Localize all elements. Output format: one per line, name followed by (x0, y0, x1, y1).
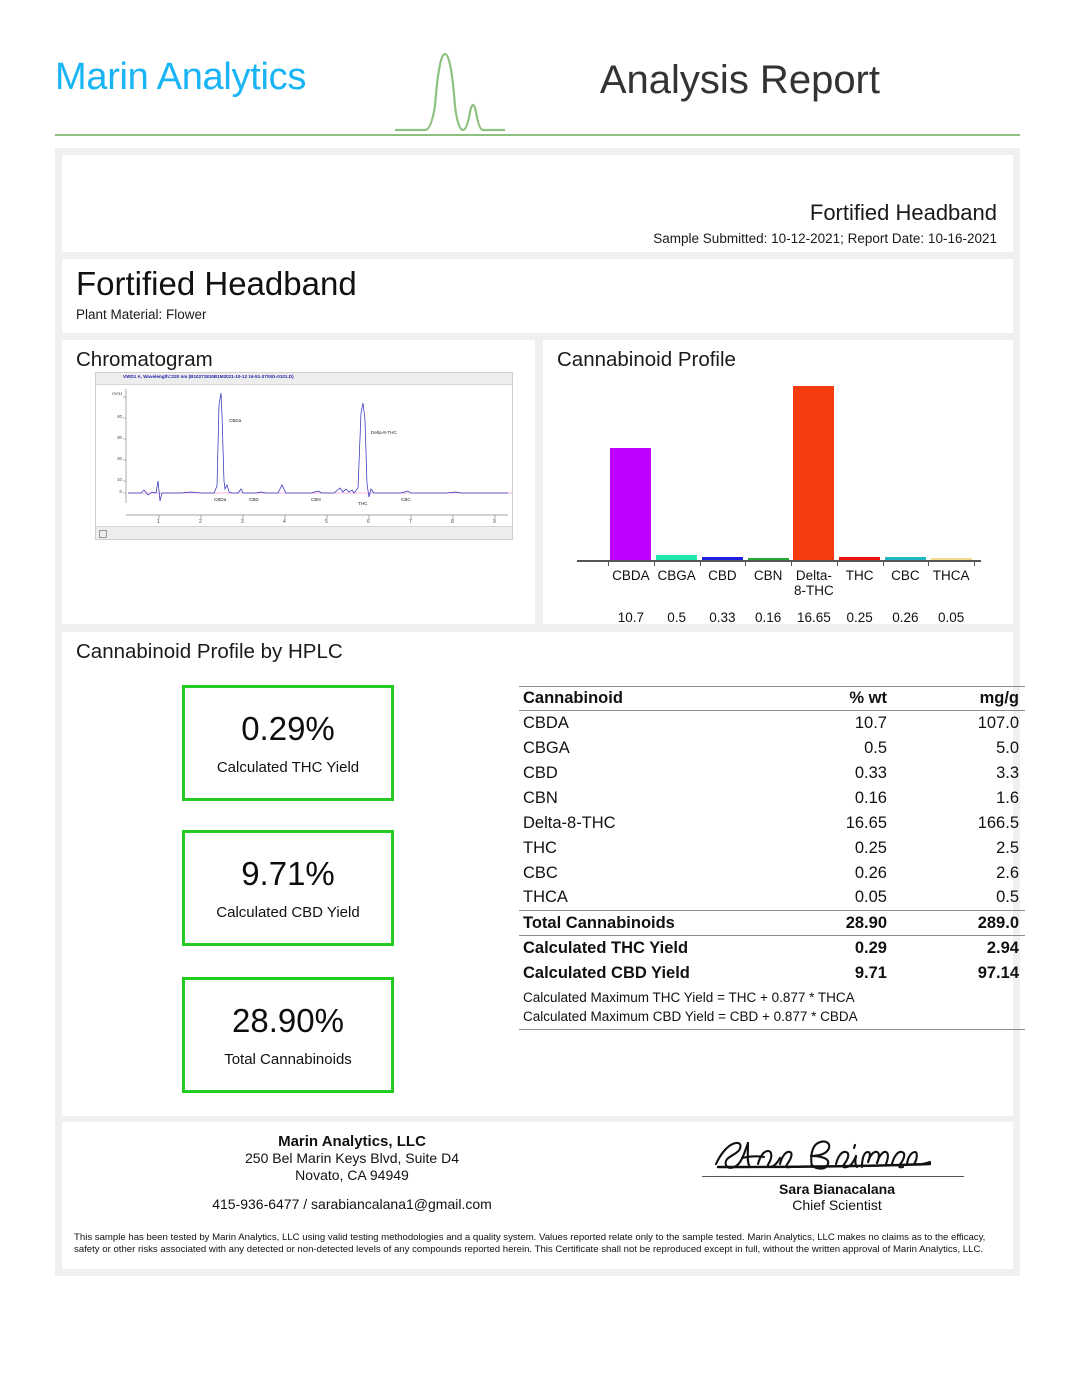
product-name: Fortified Headband (76, 265, 357, 302)
bar-chart-ticks (608, 562, 974, 566)
table-note-row (519, 1005, 1025, 1030)
cell-pct-wt: 10.7 (854, 713, 887, 732)
cell-cannabinoid: Calculated CBD Yield (523, 963, 690, 982)
axis-tick (883, 562, 884, 566)
bar-chart-category-labels (608, 568, 974, 598)
cell-cannabinoid: CBD (523, 763, 558, 782)
cell-pct-wt: 0.33 (854, 763, 887, 782)
footer-address-line-2: Novato, CA 94949 (295, 1167, 409, 1183)
bar-category-label: CBN (753, 568, 783, 583)
cell-mg-g: 2.6 (996, 863, 1019, 882)
cell-pct-wt: 16.65 (845, 813, 887, 832)
axis-tick (700, 562, 701, 566)
bar-slot (700, 378, 746, 560)
bar-category-label: Delta- 8-THC (794, 568, 834, 598)
cell-pct-wt: 0.05 (854, 888, 887, 907)
table-row (519, 711, 1025, 736)
column-header-pct-wt: % wt (849, 689, 887, 707)
cell-pct-wt: 0.16 (854, 788, 887, 807)
cell-mg-g: 3.3 (996, 763, 1019, 782)
footer-contact: 415-936-6477 / sarabiancalana1@gmail.com (212, 1196, 492, 1212)
cell-pct-wt: 0.29 (854, 938, 887, 957)
kpi-thc-yield (182, 685, 394, 801)
chromatogram-image-statusbar (96, 526, 512, 539)
cell-pct-wt: 0.25 (854, 838, 887, 857)
chromatogram-peak-icon (395, 46, 505, 134)
kpi-thc-yield-label: Calculated THC Yield (216, 759, 360, 776)
bar-value-label: 0.05 (937, 610, 965, 625)
cell-mg-g: 5.0 (996, 738, 1019, 757)
cell-cannabinoid: CBC (523, 863, 558, 882)
footer-company-name: Marin Analytics, LLC (278, 1133, 426, 1150)
table-row-yield (519, 961, 1025, 986)
cell-mg-g: 2.94 (986, 938, 1019, 957)
cell-cannabinoid: THCA (523, 888, 568, 907)
cell-cannabinoid: CBN (523, 788, 558, 807)
cell-cannabinoid: CBGA (523, 738, 570, 757)
bar-value-label: 0.26 (892, 610, 919, 625)
signatory-role: Chief Scientist (792, 1197, 882, 1213)
bar-category-label: THCA (932, 568, 970, 583)
chromatogram-plot: mAU 40 30 20 10 0 1 2 3 4 5 6 7 8 9 CBDa Delta-8-THC CBDa CBD CBN THC CBC (96, 385, 512, 527)
chromatogram-image-title: VWD1 A, Wavelength=220 nm (B10271810B1M2021-10-12 16-51-37\001-0101.D) (123, 374, 294, 379)
bar-value-label: 0.25 (846, 610, 873, 625)
company-address-block (142, 1133, 562, 1212)
bar-slot (745, 378, 791, 560)
cell-cannabinoid: Total Cannabinoids (523, 913, 675, 932)
cell-mg-g: 0.5 (996, 888, 1019, 907)
kpi-total-cannabinoids-label: Total Cannabinoids (224, 1051, 352, 1068)
sample-header-panel (62, 155, 1013, 252)
bar-category-label: CBDA (612, 568, 650, 583)
sample-dates: Sample Submitted: 10-12-2021; Report Date: 10-16-2021 (653, 231, 997, 246)
cell-mg-g: 1.6 (996, 788, 1019, 807)
report-header (55, 48, 1020, 136)
product-title-panel (62, 259, 1013, 333)
hplc-panel (62, 632, 1019, 1116)
bar-slot (608, 378, 654, 560)
axis-tick (608, 562, 609, 566)
cell-cannabinoid: Delta-8-THC (523, 813, 616, 832)
bar-chart-bars (608, 378, 974, 560)
cell-pct-wt: 0.26 (854, 863, 887, 882)
table-row (519, 786, 1025, 811)
axis-tick (745, 562, 746, 566)
bar-category-label: CBC (891, 568, 920, 583)
cell-mg-g: 2.5 (996, 838, 1019, 857)
hplc-heading: Cannabinoid Profile by HPLC (76, 640, 343, 663)
table-row (519, 886, 1025, 911)
axis-tick (791, 562, 792, 566)
signatory-name: Sara Bianacalana (779, 1181, 895, 1197)
table-row (519, 761, 1025, 786)
bar-delta8thc (793, 386, 834, 560)
bar-slot (791, 378, 837, 560)
table-row-total (519, 911, 1025, 936)
table-note: Calculated Maximum THC Yield = THC + 0.877 * THCA (523, 989, 855, 1005)
cell-pct-wt: 9.71 (854, 963, 887, 982)
column-header-cannabinoid: Cannabinoid (523, 689, 623, 707)
bar-slot (654, 378, 700, 560)
disclaimer-text: This sample has been tested by Marin Analytics, LLC using valid testing methodologies and a quality system. Values reported relate only to the sample tested. Marin Analytics, LLC makes no claims as to the efficacy, safety or other risks associated with any detected or non-detected levels of any compounds reported herein. This Certificate shall not be reproduced except in full, without the written approval of Marin Analytics, LLC. (74, 1232, 986, 1255)
footer-address-line-1: 250 Bel Marin Keys Blvd, Suite D4 (245, 1150, 459, 1166)
bar-chart-value-labels (608, 610, 974, 625)
chromatogram-panel (62, 340, 535, 624)
table-row (519, 836, 1025, 861)
cell-mg-g: 107.0 (977, 713, 1019, 732)
bar-slot (928, 378, 974, 560)
bar-category-label: THC (845, 568, 874, 583)
table-note: Calculated Maximum CBD Yield = CBD + 0.877 * CBDA (519, 1005, 1025, 1030)
bar-cbda (610, 448, 651, 560)
chromatogram-trace-svg (96, 385, 513, 527)
cell-cannabinoid: Calculated THC Yield (523, 938, 689, 957)
table-header-row (519, 687, 1025, 711)
chromatogram-image (95, 372, 513, 540)
cell-cannabinoid: THC (523, 838, 557, 857)
company-logo-text: Marin Analytics (55, 56, 307, 98)
bar-slot (883, 378, 929, 560)
bar-value-label: 16.65 (796, 610, 831, 625)
cannabinoid-results-table (519, 686, 1025, 1030)
table-note-row (519, 986, 1025, 1005)
axis-tick (928, 562, 929, 566)
axis-tick (974, 562, 975, 566)
plant-material-label: Plant Material: Flower (76, 307, 207, 322)
sample-name: Fortified Headband (809, 200, 997, 225)
axis-tick (837, 562, 838, 566)
cell-cannabinoid: CBDA (523, 713, 569, 732)
cell-mg-g: 289.0 (977, 913, 1019, 932)
cannabinoid-bar-chart (561, 378, 997, 625)
page-title: Analysis Report (599, 58, 880, 102)
cannabinoid-profile-panel (543, 340, 1013, 624)
column-header-mg-g: mg/g (979, 689, 1019, 707)
bar-category-label: CBGA (657, 568, 696, 583)
kpi-cbd-yield (182, 830, 394, 946)
kpi-total-cannabinoids-value: 28.90% (232, 1002, 344, 1039)
axis-tick (654, 562, 655, 566)
signature-block (702, 1134, 972, 1213)
cannabinoid-profile-heading: Cannabinoid Profile (557, 348, 736, 371)
table-row-yield (519, 936, 1025, 961)
table-row (519, 861, 1025, 886)
signature-rule (702, 1176, 964, 1177)
cell-mg-g: 166.5 (977, 813, 1019, 832)
table-body (519, 711, 1025, 1030)
table-row (519, 811, 1025, 836)
signature-icon (702, 1134, 964, 1176)
kpi-cbd-yield-label: Calculated CBD Yield (216, 904, 360, 921)
table-row (519, 736, 1025, 761)
cell-mg-g: 97.14 (977, 963, 1019, 982)
kpi-total-cannabinoids (182, 977, 394, 1093)
footer-panel (62, 1122, 1013, 1269)
bar-value-label: 0.5 (667, 610, 687, 625)
bar-value-label: 0.16 (754, 610, 782, 625)
cell-pct-wt: 28.90 (845, 913, 887, 932)
bar-value-label: 0.33 (709, 610, 736, 625)
kpi-cbd-yield-value: 9.71% (241, 855, 335, 892)
kpi-thc-yield-value: 0.29% (241, 710, 335, 747)
bar-value-label: 10.7 (617, 610, 645, 625)
cell-pct-wt: 0.5 (864, 738, 887, 757)
bar-slot (837, 378, 883, 560)
chromatogram-heading: Chromatogram (76, 348, 213, 371)
bar-category-label: CBD (708, 568, 737, 583)
